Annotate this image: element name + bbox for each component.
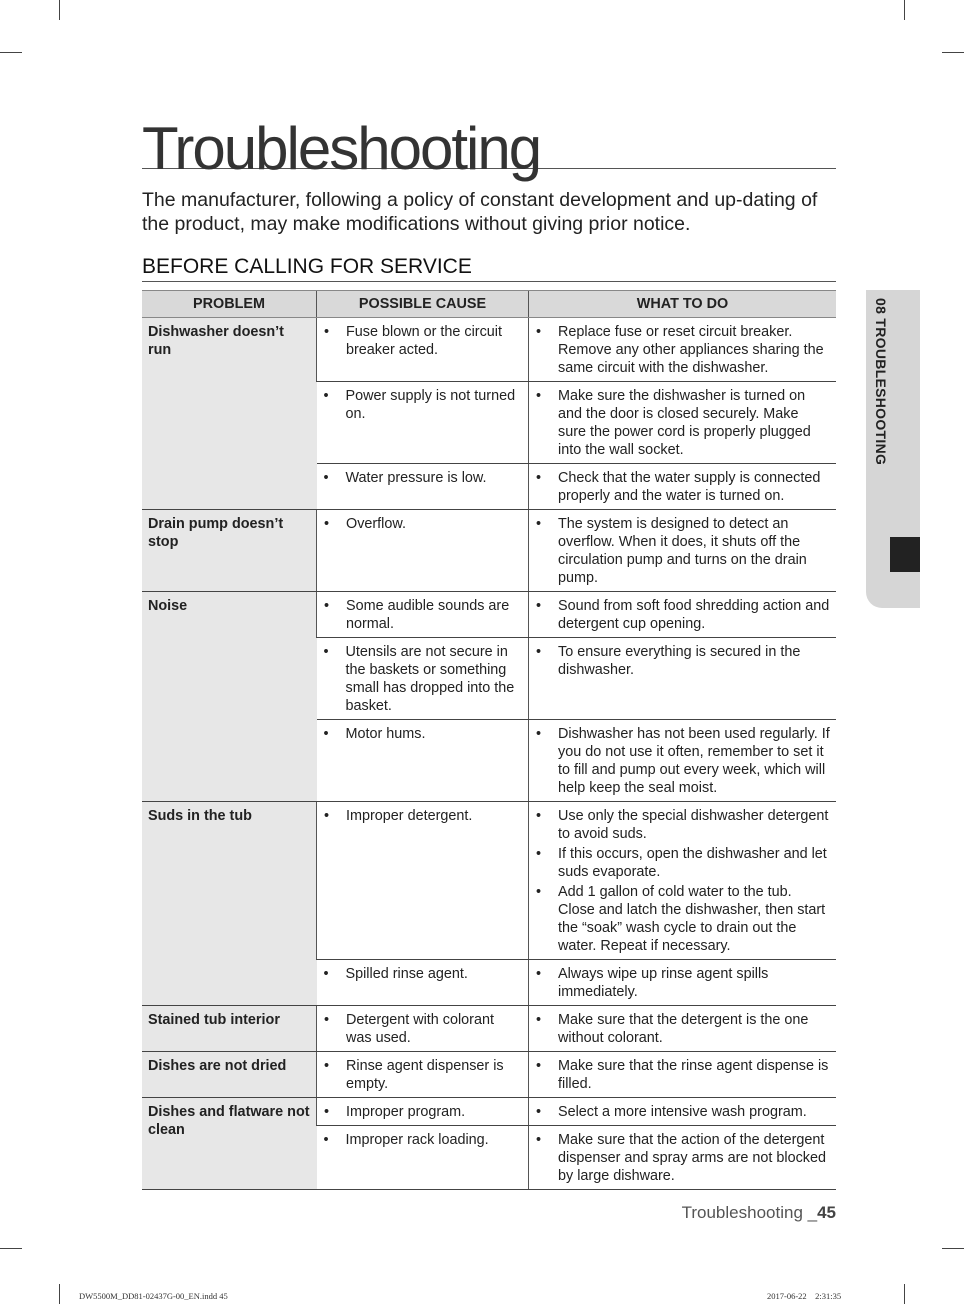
todo-item: • Make sure that the action of the detergent dispenser and spray arms are not blocked by large dishware. — [535, 1131, 830, 1185]
cause-item: • Some audible sounds are normal. — [323, 597, 522, 633]
todo-item: • Make sure that the rinse agent dispense is filled. — [535, 1057, 830, 1093]
cause-cell — [317, 802, 529, 960]
table-row — [142, 1006, 836, 1052]
crop-mark — [0, 1248, 22, 1249]
todo-item: • Make sure the dishwasher is turned on and the door is closed securely. Make sure the power cord is properly plugged into the wall socket. — [535, 387, 830, 459]
imprint-file: DW5500M_DD81-02437G-00_EN.indd 45 — [79, 1291, 228, 1301]
todo-item: • Always wipe up rinse agent spills immediately. — [535, 965, 830, 1001]
todo-cell — [529, 960, 837, 1006]
todo-item: • Make sure that the detergent is the one without colorant. — [535, 1011, 830, 1047]
cause-item: • Rinse agent dispenser is empty. — [323, 1057, 522, 1093]
crop-mark — [59, 0, 60, 20]
crop-mark — [904, 0, 905, 20]
cause-cell — [317, 592, 529, 638]
todo-cell — [529, 592, 837, 638]
cause-cell — [317, 382, 529, 464]
crop-mark — [942, 52, 964, 53]
cause-cell — [317, 1098, 529, 1126]
todo-item: • Add 1 gallon of cold water to the tub. Close and latch the dishwasher, then start the “soak” wash cycle to drain out the water. Repeat if necessary. — [535, 883, 830, 955]
intro-text: The manufacturer, following a policy of constant development and up-dating of the product, may make modifications without giving prior notice. — [142, 189, 818, 235]
crop-mark — [0, 52, 22, 53]
todo-cell — [529, 720, 837, 802]
todo-item: • Select a more intensive wash program. — [535, 1103, 830, 1121]
crop-mark — [942, 1248, 964, 1249]
todo-cell — [529, 318, 837, 382]
todo-cell — [529, 1006, 837, 1052]
cause-cell — [317, 1006, 529, 1052]
imprint-date: 2017-06-22 2:31:35 — [767, 1291, 842, 1301]
problem-cell: Dishwasher doesn’t run — [142, 318, 317, 510]
crop-mark — [59, 1284, 60, 1304]
cause-item: • Improper program. — [323, 1103, 522, 1121]
todo-item: • Sound from soft food shredding action and detergent cup opening. — [535, 597, 830, 633]
header-problem: PROBLEM — [142, 291, 317, 318]
todo-item: • Use only the special dishwasher detergent to avoid suds. — [535, 807, 830, 843]
todo-cell — [529, 464, 837, 510]
table-row — [142, 802, 836, 960]
cause-item: • Overflow. — [323, 515, 522, 533]
chapter-tab-label: 08 TROUBLESHOOTING — [873, 298, 889, 466]
header-possible-cause: POSSIBLE CAUSE — [317, 291, 529, 318]
problem-cell: Noise — [142, 592, 317, 802]
chapter-tab-marker — [890, 537, 920, 572]
table-row — [142, 1098, 836, 1126]
todo-item: • Dishwasher has not been used regularly. If you do not use it often, remember to set it to fill and pump out every week, which will help keep the seal moist. — [535, 725, 830, 797]
cause-cell — [317, 960, 529, 1006]
problem-cell: Dishes are not dried — [142, 1052, 317, 1098]
cause-cell — [317, 720, 529, 802]
cause-item: • Detergent with colorant was used. — [323, 1011, 522, 1047]
cause-cell — [317, 1126, 529, 1190]
cause-cell — [317, 638, 529, 720]
todo-cell — [529, 802, 837, 960]
cause-item: • Improper rack loading. — [323, 1131, 523, 1149]
table-header-row — [142, 291, 836, 318]
todo-cell — [529, 1098, 837, 1126]
todo-cell — [529, 638, 837, 720]
section-title: BEFORE CALLING FOR SERVICE — [142, 254, 836, 282]
cause-cell — [317, 1052, 529, 1098]
todo-item: • Replace fuse or reset circuit breaker. Remove any other appliances sharing the same circuit with the dishwasher. — [535, 323, 830, 377]
todo-cell — [529, 1052, 837, 1098]
todo-cell — [529, 510, 837, 592]
cause-item: • Motor hums. — [323, 725, 523, 743]
todo-item: • If this occurs, open the dishwasher and let suds evaporate. — [535, 845, 830, 881]
table-row — [142, 1052, 836, 1098]
page-title: Troubleshooting — [142, 110, 836, 169]
problem-cell: Drain pump doesn’t stop — [142, 510, 317, 592]
todo-item: • To ensure everything is secured in the dishwasher. — [535, 643, 830, 679]
crop-mark — [904, 1284, 905, 1304]
cause-cell — [317, 464, 529, 510]
footer-label: Troubleshooting _ — [681, 1203, 818, 1222]
cause-item: • Utensils are not secure in the baskets or something small has dropped into the basket. — [323, 643, 523, 715]
troubleshooting-table — [142, 290, 836, 1190]
table-row — [142, 592, 836, 638]
cause-cell — [317, 318, 529, 382]
table-row — [142, 510, 836, 592]
todo-cell — [529, 1126, 837, 1190]
cause-item: • Water pressure is low. — [323, 469, 523, 487]
todo-item: • The system is designed to detect an overflow. When it does, it shuts off the circulation pump and turns on the drain pump. — [535, 515, 830, 587]
cause-cell — [317, 510, 529, 592]
header-what-to-do: WHAT TO DO — [529, 291, 837, 318]
todo-item: • Check that the water supply is connected properly and the water is turned on. — [535, 469, 830, 505]
page-footer — [682, 1203, 836, 1223]
todo-cell — [529, 382, 837, 464]
table-row — [142, 318, 836, 382]
cause-item: • Power supply is not turned on. — [323, 387, 523, 423]
problem-cell: Suds in the tub — [142, 802, 317, 1006]
cause-item: • Spilled rinse agent. — [323, 965, 523, 983]
cause-item: • Fuse blown or the circuit breaker acted. — [323, 323, 522, 359]
problem-cell: Stained tub interior — [142, 1006, 317, 1052]
problem-cell: Dishes and flatware not clean — [142, 1098, 317, 1190]
cause-item: • Improper detergent. — [323, 807, 522, 825]
page-number: 45 — [817, 1203, 836, 1222]
